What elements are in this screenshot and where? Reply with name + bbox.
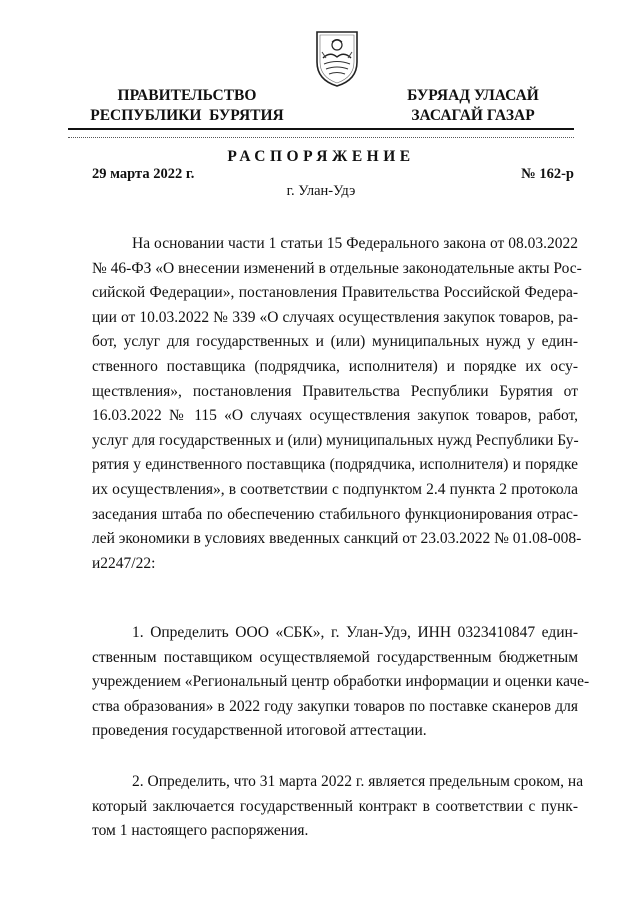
- text-line: услуг для государственных и (или) муниципальных нужд Республики Бу-: [92, 431, 579, 449]
- government-header-ru: [82, 86, 292, 126]
- text-line: ственным поставщиком осуществляемой государственным бюджетным: [92, 648, 578, 666]
- header-left-line2: РЕСПУБЛИКИ БУРЯТИЯ: [90, 107, 284, 124]
- header-divider: [68, 128, 574, 130]
- text-line: 1. Определить ООО «СБК», г. Улан-Удэ, ИНН 0323410847 един-: [132, 624, 578, 641]
- government-header-bua: [388, 86, 558, 126]
- header-dotted-divider: [68, 137, 574, 138]
- paragraph-item-1: [92, 621, 590, 744]
- text-line: рятия у единственного поставщика (подрядчика, исполнителя) и порядке: [92, 456, 578, 474]
- text-line: 2. Определить, что 31 марта 2022 г. является предельным сроком, на: [132, 773, 584, 790]
- text-line: и2247/22:: [92, 554, 156, 572]
- header-right-line2: ЗАСАГАЙ ГАЗАР: [411, 107, 535, 124]
- text-line: учреждением «Региональный центр обработки информации и оценки каче-: [92, 673, 590, 691]
- paragraph-item-2: [92, 770, 584, 844]
- coat-of-arms-emblem: [312, 28, 362, 88]
- text-line: проведения государственной итоговой аттестации.: [92, 722, 427, 740]
- text-line: № 46-ФЗ «О внесении изменений в отдельные законодательные акты Рос-: [92, 259, 582, 277]
- text-line: сийской Федерации», постановления Правительства Российской Федера-: [92, 284, 578, 302]
- text-line: заседания штаба по обеспечению стабильного функционирования отрас-: [92, 505, 578, 523]
- paragraph-preamble: [92, 232, 582, 576]
- text-line: который заключается государственный контракт в соответствии с пунк-: [92, 797, 578, 815]
- document-title: РАСПОРЯЖЕНИЕ: [227, 148, 415, 165]
- text-line: ществления», постановления Правительства Республики Бурятия от: [92, 382, 578, 400]
- text-line: ции от 10.03.2022 № 339 «О случаях осуществления закупок товаров, ра-: [92, 308, 578, 326]
- header-left-line1: ПРАВИТЕЛЬСТВО: [117, 87, 257, 104]
- document-city: г. Улан-Удэ: [286, 183, 356, 199]
- text-line: лей экономики в условиях введенных санкций от 23.03.2022 № 01.08-008-: [92, 530, 582, 548]
- text-line: их осуществления», в соответствии с подпунктом 2.4 пункта 2 протокола: [92, 480, 578, 498]
- text-line: ства образования» в 2022 году закупки товаров по поставке сканеров для: [92, 697, 578, 715]
- text-line: том 1 настоящего распоряжения.: [92, 822, 309, 840]
- text-line: бот, услуг для государственных и (или) муниципальных нужд у един-: [92, 333, 578, 351]
- text-line: На основании части 1 статьи 15 Федерального закона от 08.03.2022: [132, 235, 578, 252]
- text-line: 16.03.2022 № 115 «О случаях осуществления закупок товаров, работ,: [92, 407, 578, 425]
- document-date: 29 марта 2022 г.: [92, 166, 195, 182]
- text-line: ственного поставщика (подрядчика, исполнителя) и порядке их осу-: [92, 357, 578, 375]
- document-number: № 162-р: [521, 166, 574, 182]
- header-right-line1: БУРЯАД УЛАСАЙ: [407, 87, 539, 104]
